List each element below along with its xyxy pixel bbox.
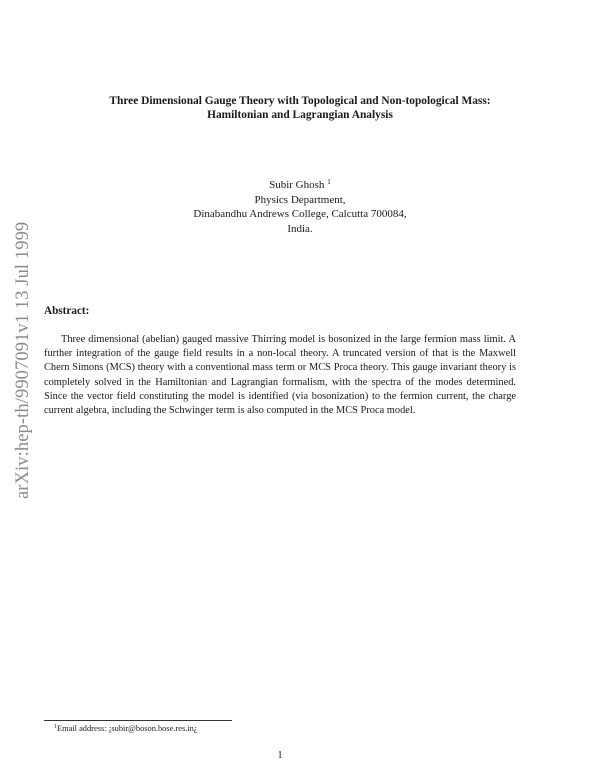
arxiv-identifier-stamp: arXiv:hep-th/9907091v1 13 Jul 1999 [13,221,33,499]
footnote-text: Email address: ¡subir@boson.bose.res.in¿ [57,724,198,733]
page-number: 1 [277,750,283,761]
author-name: Subir Ghosh [269,179,325,191]
author-country: India. [287,222,313,235]
abstract-heading: Abstract: [44,305,90,317]
abstract-body: Three dimensional (abelian) gauged massive Thirring model is bosonized in the large fermion mass limit. A further integration of the gauge field results in a non-local theory. A truncated version of that is the Maxwell Chern Simons (MCS) theory with a conventional mass term or MCS Proca theory. This gauge invariant theory is completely solved in the Hamiltonian and Lagrangian formalism, with the spectra of the modes determined. Since the vector field constituting the model is identified (via bosonization) to the fermion current, the charge current algebra, including the Schwinger term is also computed in the MCS Proca model. [44,334,516,417]
author-department: Physics Department, [254,193,346,206]
footnote-mark: 1 [54,724,57,730]
footnote [54,724,198,733]
author-name-line [90,178,510,193]
paper-title [40,94,560,122]
author-college: Dinabandhu Andrews College, Calcutta 700084, [193,208,407,220]
author-footnote-mark: 1 [327,177,331,186]
title-line-2: Hamiltonian and Lagrangian Analysis [207,109,393,121]
title-line-1: Three Dimensional Gauge Theory with Topological and Non-topological Mass: [109,95,491,107]
author-block [90,178,510,236]
footnote-divider [44,720,232,721]
